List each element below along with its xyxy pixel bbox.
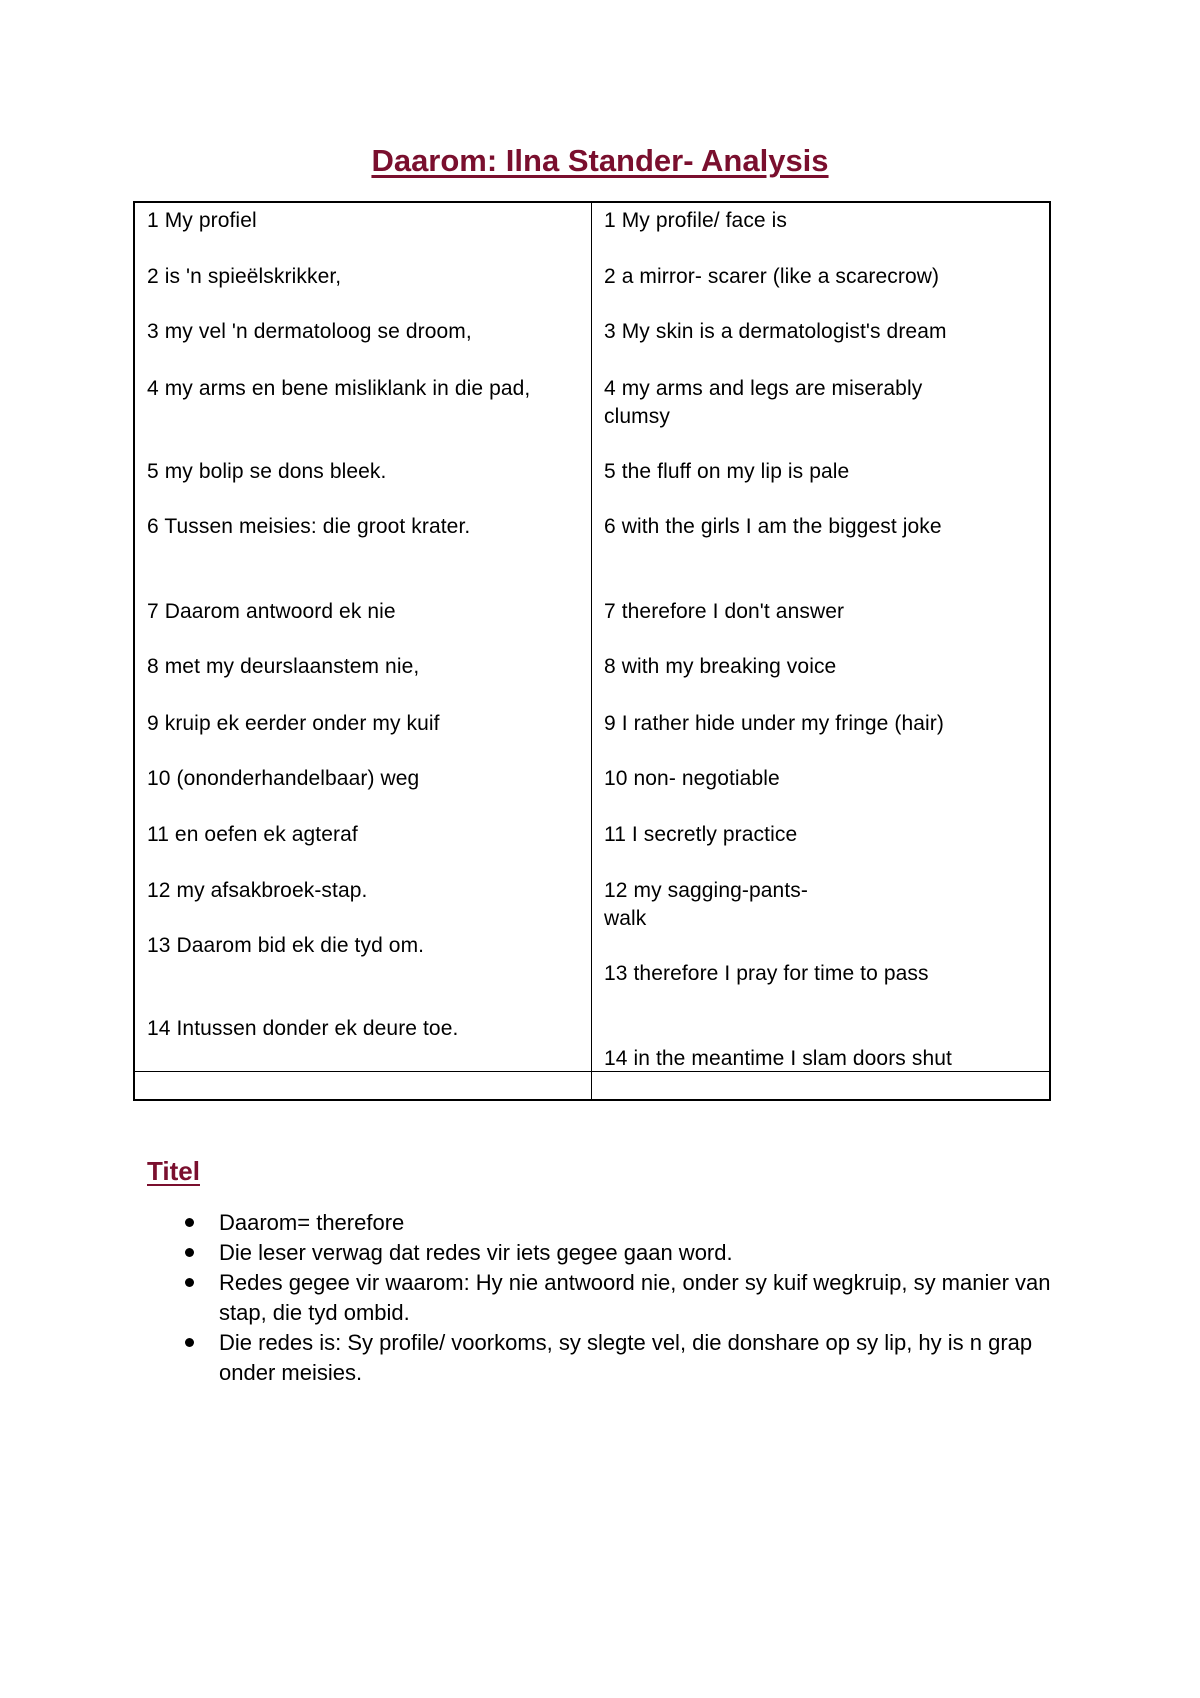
bullet-text: Redes gegee vir waarom: Hy nie antwoord nie, onder sy kuif wegkruip, sy manier van stap, die tyd ombid. — [219, 1270, 1051, 1325]
english-line-5: 5 the fluff on my lip is pale — [604, 460, 850, 483]
titel-bullet-list — [185, 1208, 1065, 1388]
afrikaans-line-8: 8 met my deurslaanstem nie, — [147, 655, 420, 678]
english-line-13: 13 therefore I pray for time to pass — [604, 962, 929, 985]
bullet-dot-icon — [185, 1278, 194, 1287]
poem-table — [133, 201, 1051, 1101]
english-line-7: 7 therefore I don't answer — [604, 600, 845, 623]
afrikaans-line-14: 14 Intussen donder ek deure toe. — [147, 1017, 459, 1040]
bullet-dot-icon — [185, 1248, 194, 1257]
afrikaans-line-9: 9 kruip ek eerder onder my kuif — [147, 712, 440, 735]
list-item — [185, 1238, 1065, 1268]
afrikaans-line-3: 3 my vel 'n dermatoloog se droom, — [147, 320, 472, 343]
list-item — [185, 1208, 1065, 1238]
afrikaans-line-13: 13 Daarom bid ek die tyd om. — [147, 934, 425, 957]
english-line-14: 14 in the meantime I slam doors shut — [604, 1047, 952, 1070]
bullet-text: Die leser verwag dat redes vir iets gegee gaan word. — [219, 1240, 733, 1265]
english-line-3: 3 My skin is a dermatologist's dream — [604, 320, 947, 343]
english-line-10: 10 non- negotiable — [604, 767, 780, 790]
english-column — [592, 203, 1049, 1071]
afrikaans-line-12: 12 my afsakbroek-stap. — [147, 879, 368, 902]
empty-table-row — [135, 1071, 1049, 1100]
list-item — [185, 1328, 1065, 1388]
english-line-8: 8 with my breaking voice — [604, 655, 837, 678]
english-line-12: 12 my sagging-pants-walk — [604, 879, 808, 930]
afrikaans-line-6: 6 Tussen meisies: die groot krater. — [147, 515, 471, 538]
page-title: Daarom: Ilna Stander- Analysis — [371, 143, 829, 178]
afrikaans-column — [135, 203, 592, 1071]
afrikaans-line-5: 5 my bolip se dons bleek. — [147, 460, 387, 483]
english-line-1: 1 My profile/ face is — [604, 209, 787, 232]
titel-heading: Titel — [147, 1156, 200, 1186]
afrikaans-line-7: 7 Daarom antwoord ek nie — [147, 600, 396, 623]
afrikaans-line-2: 2 is 'n spieëlskrikker, — [147, 265, 342, 288]
afrikaans-line-11: 11 en oefen ek agteraf — [147, 823, 358, 846]
empty-cell-left — [135, 1072, 592, 1100]
english-line-6: 6 with the girls I am the biggest joke — [604, 515, 942, 538]
afrikaans-line-4: 4 my arms en bene misliklank in die pad, — [147, 377, 531, 400]
bullet-dot-icon — [185, 1338, 194, 1347]
list-item — [185, 1268, 1065, 1328]
afrikaans-line-10: 10 (ononderhandelbaar) weg — [147, 767, 420, 790]
empty-cell-right — [592, 1072, 1049, 1100]
english-line-9: 9 I rather hide under my fringe (hair) — [604, 712, 944, 735]
english-line-11: 11 I secretly practice — [604, 823, 798, 846]
english-line-2: 2 a mirror- scarer (like a scarecrow) — [604, 265, 940, 288]
english-line-4: 4 my arms and legs are miserably clumsy — [604, 377, 923, 428]
afrikaans-line-1: 1 My profiel — [147, 209, 257, 232]
bullet-dot-icon — [185, 1218, 194, 1227]
bullet-text: Die redes is: Sy profile/ voorkoms, sy slegte vel, die donshare op sy lip, hy is n grap onder meisies. — [219, 1330, 1033, 1385]
bullet-text: Daarom= therefore — [219, 1210, 405, 1235]
